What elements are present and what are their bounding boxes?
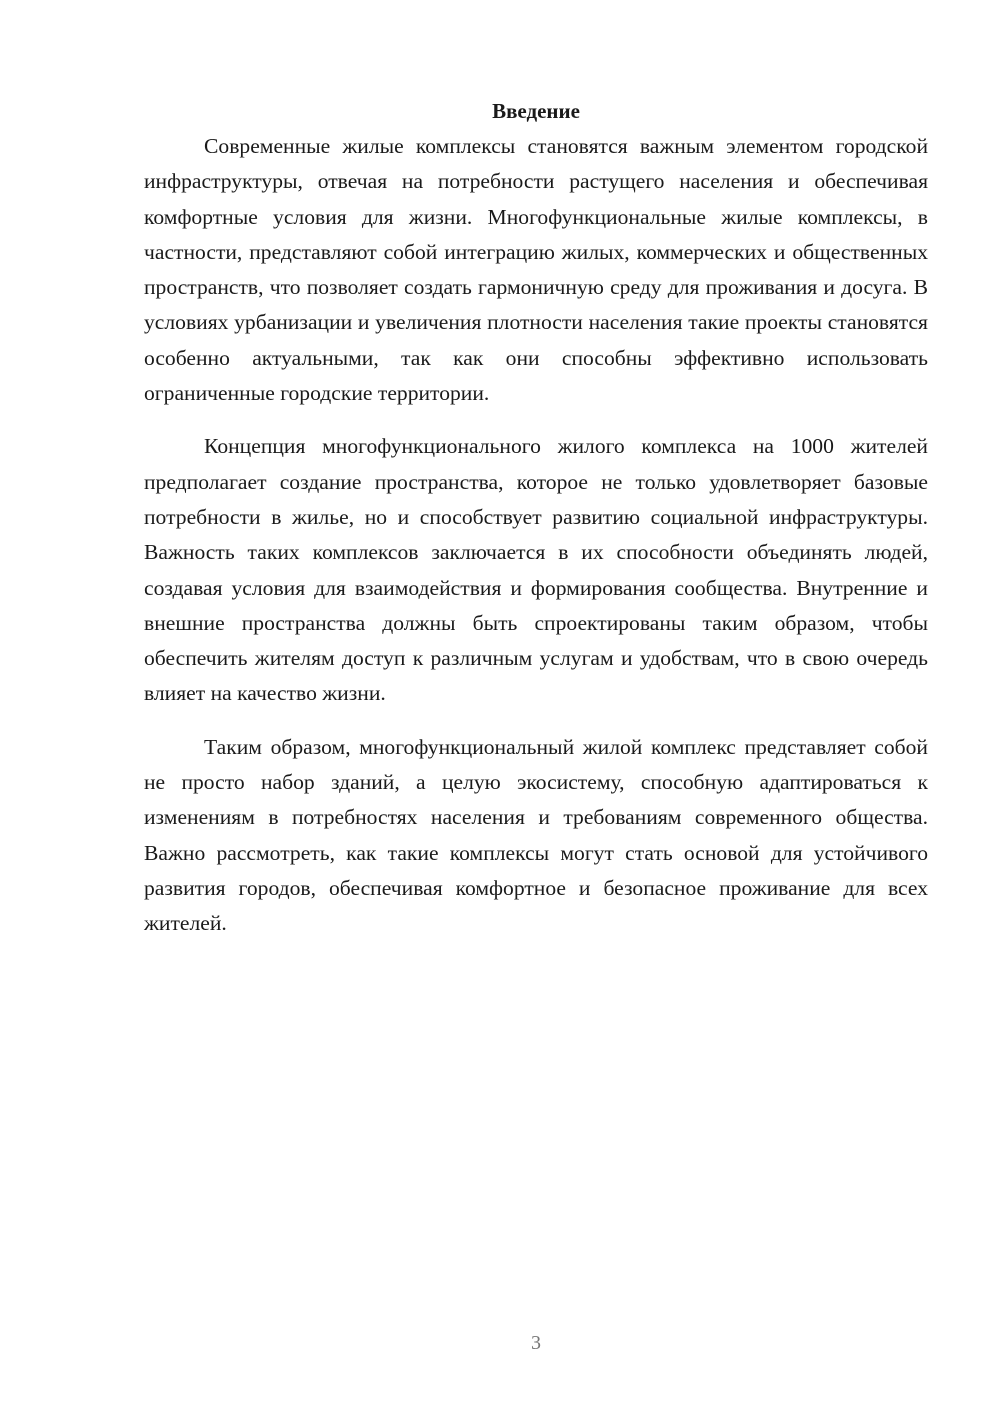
paragraph-2: Концепция многофункционального жилого комплекса на 1000 жителей предполагает создание пространства, которое не только удовлетворяет базовые потребности в жилье, но и способствует развитию социальной инфраструктуры. Важность таких комплексов заключается в их способности объединять людей, создавая условия для взаимодействия и формирования сообщества. Внутренние и внешние пространства должны быть спроектированы таким образом, чтобы обеспечить жителям доступ к различным услугам и удобствам, что в свою очередь влияет на качество жизни. bbox=[144, 434, 928, 706]
page-content bbox=[144, 94, 928, 960]
page-number: 3 bbox=[531, 1332, 541, 1354]
paragraph-1: Современные жилые комплексы становятся важным элементом городской инфраструктуры, отвечая на потребности растущего населения и обеспечивая комфортные условия для жизни. Многофункциональные жилые комплексы, в частности, представляют собой интеграцию жилых, коммерческих и общественных пространств, что позволяет создать гармоничную среду для проживания и досуга. В условиях урбанизации и увеличения плотности населения такие проекты становятся особенно актуальными, так как они способны эффективно использовать ограниченные городские территории. bbox=[144, 134, 928, 406]
section-title: Введение bbox=[492, 99, 580, 123]
paragraph-3: Таким образом, многофункциональный жилой комплекс представляет собой не просто набор зданий, а целую экосистему, способную адаптироваться к изменениям в потребностях населения и требованиям современного общества. Важно рассмотреть, как такие комплексы могут стать основой для устойчивого развития городов, обеспечивая комфортное и безопасное проживание для всех жителей. bbox=[144, 734, 928, 936]
